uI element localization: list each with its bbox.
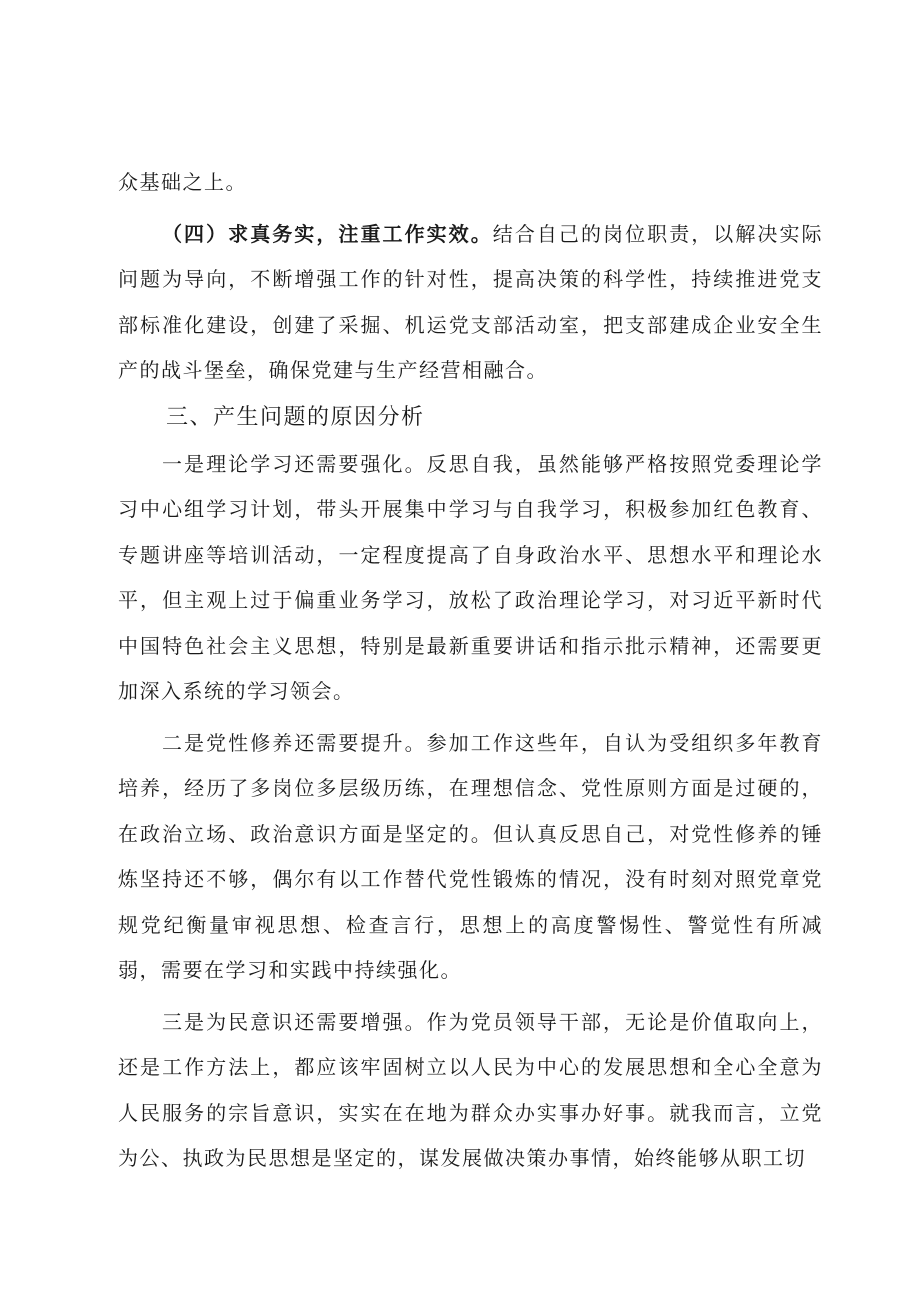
section-four-body: 结合自己的岗位职责，以解决实际问题为导向，不断增强工作的针对性，提高决策的科学性，持续推进党支部标准化建设，创建了采掘、机运党支部活动室，把支部建成企业安全生产的战斗堡垒，确保党建与生产经营相融合。: [118, 221, 824, 382]
paragraph-people-awareness: 三是为民意识还需要增强。作为党员领导干部，无论是价值取向上，还是工作方法上，都应该牢固树立以人民为中心的发展思想和全心全意为人民服务的宗旨意识，实实在在地为群众办实事办好事。就我而言，立党为公、执政为民思想是坚定的，谋发展做决策办事情，始终能够从职工切: [118, 1009, 823, 1170]
paragraph-party-spirit: 二是党性修养还需要提升。参加工作这些年，自认为受组织多年教育培养，经历了多岗位多层级历练，在理想信念、党性原则方面是过硬的，在政治立场、政治意识方面是坚定的。但认真反思自己，对党性修养的锤炼坚持还不够，偶尔有以工作替代党性锻炼的情况，没有时刻对照党章党规党纪衡量审视思想、检查言行，思想上的高度警惕性、警觉性有所减弱，需要在学习和实践中持续强化。: [118, 730, 823, 982]
document-body: [118, 160, 823, 1182]
paragraph-section-four: [118, 212, 823, 394]
paragraph-theory-study: 一是理论学习还需要强化。反思自我，虽然能够严格按照党委理论学习中心组学习计划，带头开展集中学习与自我学习，积极参加红色教育、专题讲座等培训活动，一定程度提高了自身政治水平、思想水平和理论水平，但主观上过于偏重业务学习，放松了政治理论学习，对习近平新时代中国特色社会主义思想，特别是最新重要讲话和指示批示精神，还需要更加深入系统的学习领会。: [118, 451, 823, 703]
section-heading-cause-analysis: 三、产生问题的原因分析: [166, 404, 425, 430]
paragraph-continuation: 众基础之上。: [118, 170, 247, 194]
section-four-lead: （四）求真务实，注重工作实效。: [162, 221, 493, 246]
